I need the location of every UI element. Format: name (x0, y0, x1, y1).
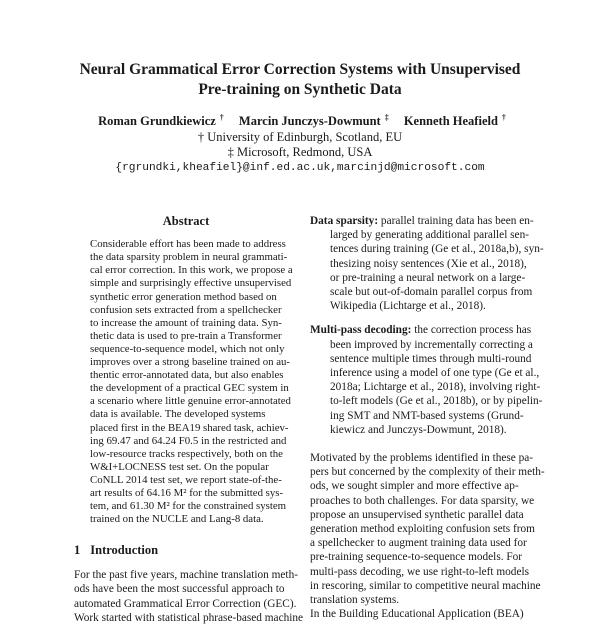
abstract-line: W&I+LOCNESS test set. On the popular (90, 460, 269, 473)
motivation-line: pre-training sequence-to-sequence models. For (310, 551, 523, 564)
data-sparsity-label: Data sparsity: (310, 215, 379, 227)
abstract-body (90, 238, 298, 526)
author-emails: {rgrundki,kheafiel}@inf.ed.ac.uk,marcinjd@microsoft.com (115, 161, 485, 174)
abstract-line: Considerable effort has been made to address (90, 238, 286, 251)
right-column (310, 214, 545, 621)
abstract-line: a scenario where little genuine error-annotated (90, 395, 291, 408)
multi-pass-line: sentence multiple times through multi-round (330, 352, 532, 365)
data-sparsity-item (310, 214, 544, 313)
multi-pass-first-text: the correction process has (414, 324, 532, 337)
paper-title (40, 60, 560, 100)
abstract-line: ing 69.47 and 64.24 F0.5 in the restricted and (90, 434, 287, 447)
motivation-line: multi-pass decoding, we use right-to-left models (310, 565, 529, 578)
author-1 (94, 114, 224, 128)
data-sparsity-line: tences during training (Ge et al., 2018a,b), syn- (330, 243, 544, 256)
author-names (40, 114, 560, 130)
multi-pass-line: ing SMT and NMT-based systems (Grund- (330, 409, 524, 422)
abstract-line: improves over a strong baseline trained on au- (90, 356, 290, 369)
data-sparsity-first-text: parallel training data has been en- (380, 215, 534, 227)
multi-pass-line: kiewicz and Junczys-Dowmunt, 2018). (330, 423, 507, 436)
intro-line: For the past five years, machine translation meth- (74, 569, 298, 582)
data-sparsity-body (310, 228, 544, 313)
abstract-line: to increase the amount of training data. Syn- (90, 316, 282, 329)
title-line-1: Neural Grammatical Error Correction Systems with Unsupervised (79, 61, 521, 78)
abstract-line: the data sparsity problem in neural grammati- (90, 251, 288, 264)
data-sparsity-line: scale but out-of-domain parallel corpus from (330, 286, 533, 299)
abstract-heading: Abstract (162, 214, 210, 228)
intro-section-number: 1 (74, 543, 81, 558)
author-block (40, 114, 560, 176)
motivation-line: translation systems. (310, 594, 400, 607)
motivation-line: a spellchecker to augment training data used for (310, 537, 527, 550)
abstract-line: CoNLL 2014 test set, we report state-of-the- (90, 473, 282, 486)
intro-heading (74, 542, 298, 558)
multi-pass-body (310, 338, 543, 437)
motivation-line: propose an unsupervised synthetic parallel data (310, 508, 524, 521)
data-sparsity-line: larged by generating additional parallel sen- (330, 229, 529, 242)
abstract-line: sequence-to-sequence model, which not only (90, 342, 285, 355)
multi-pass-line: inference using a model of one type (Ge et al., (330, 367, 540, 380)
author-3 (400, 114, 506, 128)
motivation-line: Motivated by the problems identified in these pa- (310, 452, 534, 465)
abstract-line: trained on the NUCLE and Lang-8 data. (90, 513, 264, 526)
affiliation-2: ‡ Microsoft, Redmond, USA (227, 145, 373, 159)
motivation-paragraph (310, 451, 545, 621)
abstract-line: thetic data is used to pre-train a Transformer (90, 329, 282, 342)
affiliation-1: † University of Edinburgh, Scotland, EU (197, 129, 403, 144)
motivation-line: in rescoring, similar to competitive neural machine (310, 579, 541, 592)
intro-line: ods have been the most successful approach to (74, 583, 285, 596)
multi-pass-line: to-left models (Ge et al., 2018b), or by pipelin- (330, 395, 543, 408)
abstract-line: synthetic error generation method based on (90, 290, 277, 303)
abstract-line: the development of a practical GEC system in (90, 382, 289, 395)
intro-line: Work started with statistical phrase-based machine (74, 611, 304, 624)
data-sparsity-line: thesizing noisy sentences (Xie et al., 2018), (330, 257, 527, 270)
multi-pass-first-line (310, 323, 532, 337)
author-1-mark: † (219, 112, 224, 122)
left-column (74, 214, 304, 625)
data-sparsity-first-line (310, 214, 532, 228)
motivation-line: pers but concerned by the complexity of their meth- (310, 466, 545, 479)
author-3-mark: † (501, 112, 506, 122)
abstract-line: simple and surprisingly effective unsupervised (90, 277, 292, 290)
motivation-line: generation method exploiting confusion sets from (310, 523, 535, 536)
multi-pass-label: Multi-pass decoding: (310, 324, 412, 337)
author-1-name: Roman Grundkiewicz (98, 114, 216, 128)
abstract-line: cal error correction. In this work, we propose a (90, 264, 293, 277)
intro-section-title: Introduction (90, 543, 159, 558)
author-2 (235, 114, 389, 128)
data-sparsity-line: Wikipedia (Lichtarge et al., 2018). (330, 300, 486, 313)
abstract-line: thentic error-annotated data, but also enables (90, 369, 284, 382)
title-line-2: Pre-training on Synthetic Data (198, 81, 402, 98)
abstract-line: placed first in the BEA19 shared task, achiev- (90, 421, 289, 434)
motivation-line: proaches to both challenges. For data sparsity, we (310, 494, 535, 507)
multi-pass-line: 2018a; Lichtarge et al., 2018), involving right- (330, 381, 541, 394)
data-sparsity-line: or pre-training a neural network on a large- (330, 271, 526, 284)
abstract-line: low-resource tracks respectively, both on the (90, 447, 283, 460)
abstract-line: tem, and 61.30 M² for the constrained system (90, 500, 287, 513)
author-2-mark: ‡ (384, 112, 389, 122)
author-2-name: Marcin Junczys-Dowmunt (238, 114, 381, 128)
intro-line: automated Grammatical Error Correction (GEC). (74, 597, 297, 610)
multi-pass-item (310, 323, 543, 437)
abstract-line: confusion sets extracted from a spellchecker (90, 303, 282, 316)
multi-pass-line: been improved by incrementally correcting a (330, 338, 533, 351)
motivation-line: In the Building Educational Application (BEA) (310, 608, 524, 621)
abstract-line: data is available. The developed systems (90, 408, 266, 421)
motivation-line: ods, we sought simpler and more effective ap- (310, 480, 519, 493)
intro-body (74, 568, 304, 625)
author-3-name: Kenneth Heafield (403, 114, 498, 128)
abstract-line: art results of 64.16 M² for the submitted sys- (90, 486, 284, 499)
